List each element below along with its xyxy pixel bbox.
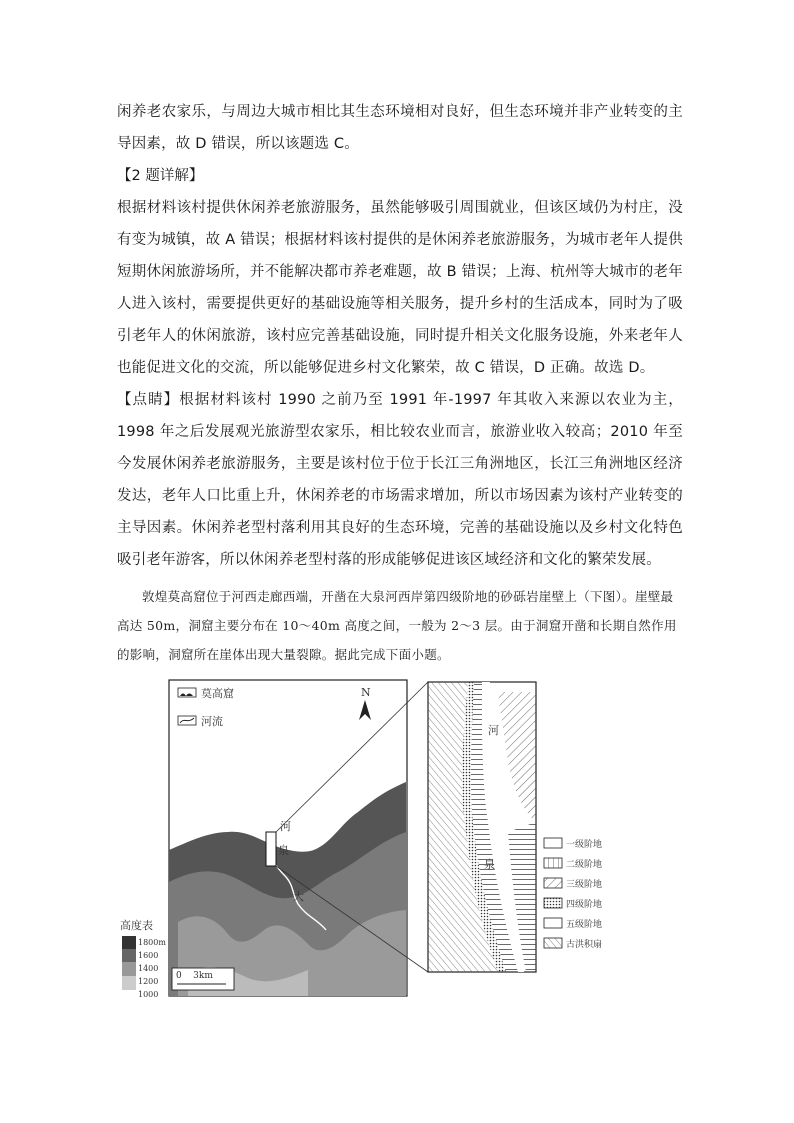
- paragraph-2: 根据材料该村提供休闲养老旅游服务，虽然能够吸引周围就业，但该区域仍为村庄，没有变为城镇，故 A 错误；根据材料该村提供的是休闲养老旅游服务，为城市老年人提供短期休闲旅游场所，并不能解决都市养老难题，故 B 错误；上海、杭州等大城市的老年人进入该村，需要提供更好的基础设施等相关服务，提升乡村的生活成本，同时为了吸引老年人的休闲旅游，该村应完善基础设施，同时提升相关文化服务设施，外来老年人也能促进文化的交流，所以能够促进乡村文化繁荣，故 C 错误，D 正确。故选 D。: [117, 200, 683, 376]
- elevation-tick: 1000: [138, 990, 159, 999]
- elevation-tick: 1600: [138, 951, 159, 960]
- map-label-da: 大: [293, 890, 304, 903]
- terrace-swatch-4: [544, 898, 562, 908]
- map-label-quan: 泉: [278, 844, 289, 857]
- legend-mogao-label: 莫高窟: [201, 687, 234, 700]
- terrace-swatch-1: [544, 838, 562, 848]
- inset-label-quan: 泉: [484, 858, 495, 871]
- elevation-tick: 1200: [138, 977, 159, 986]
- paragraph-1: 闲养老农家乐，与周边大城市相比其生态环境相对良好，但生态环境并非产业转变的主导因素，故 D 错误，所以该题选 C。: [117, 104, 683, 152]
- section-heading-2: 【2 题详解】: [117, 168, 204, 184]
- terrace-swatch-2: [544, 858, 562, 868]
- elevation-ticks: [138, 936, 166, 1001]
- elevation-tick: 1400: [138, 964, 159, 973]
- document-body: [117, 96, 683, 669]
- mogao-marker: [266, 832, 276, 866]
- scale-label: 0 3km: [176, 971, 213, 981]
- terrace-label-2: 二级阶地: [566, 860, 603, 870]
- point-text: 根据材料该村 1990 之前乃至 1991 年-1997 年其收入来源以农业为主，1998 年之后发展观光旅游型农家乐，相比较农业而言，旅游业收入较高；2010 年至今发展休闲养老旅游服务，主要是该村位于位于长江三角洲地区，长江三角洲地区经济发达，老年人口比重上升，休闲养老的市场需求增加，所以市场因素为该村产业转变的主导因素。休闲养老型村落利用其良好的生态环境，完善的基础设施以及乡村文化特色吸引老年游客，所以休闲养老型村落的形成能够促进该区域经济和文化的繁荣发展。: [117, 392, 683, 568]
- terrace-label-3: 三级阶地: [566, 880, 603, 890]
- terrace-label-1: 一级阶地: [566, 840, 603, 850]
- terrace-swatch-3: [544, 878, 562, 888]
- elevation-bar-3: [122, 962, 136, 976]
- terrace-legend: [544, 838, 602, 950]
- elevation-bar-4: [122, 976, 136, 990]
- terrace-swatch-6: [544, 938, 562, 948]
- point-paragraph: [117, 384, 683, 576]
- inset-label-he: 河: [488, 724, 499, 737]
- elevation-tick: 1800m: [138, 938, 166, 947]
- elevation-title: 高度表: [120, 919, 153, 932]
- terrace-swatch-5: [544, 918, 562, 928]
- terrace-label-4: 四级阶地: [566, 900, 603, 910]
- question-intro: 敦煌莫高窟位于河西走廊西端，开凿在大泉河西岸第四级阶地的砂砾岩崖壁上（下图）。崖壁最高达 50m，洞窟主要分布在 10～40m 高度之间，一般为 2～3 层。由于洞窟开凿和长期自然作用的影响，洞窟所在崖体出现大量裂隙。据此完成下面小题。: [117, 589, 677, 662]
- terrace-label-6: 古洪积扇: [566, 940, 603, 950]
- north-label: N: [361, 686, 371, 699]
- terrace-label-5: 五级阶地: [566, 920, 603, 930]
- mogao-figure: [120, 672, 630, 1002]
- map-label-he: 河: [280, 820, 291, 833]
- elevation-bar-2: [122, 949, 136, 962]
- point-label: 【点睛】: [117, 392, 180, 408]
- legend-river-label: 河流: [201, 715, 223, 728]
